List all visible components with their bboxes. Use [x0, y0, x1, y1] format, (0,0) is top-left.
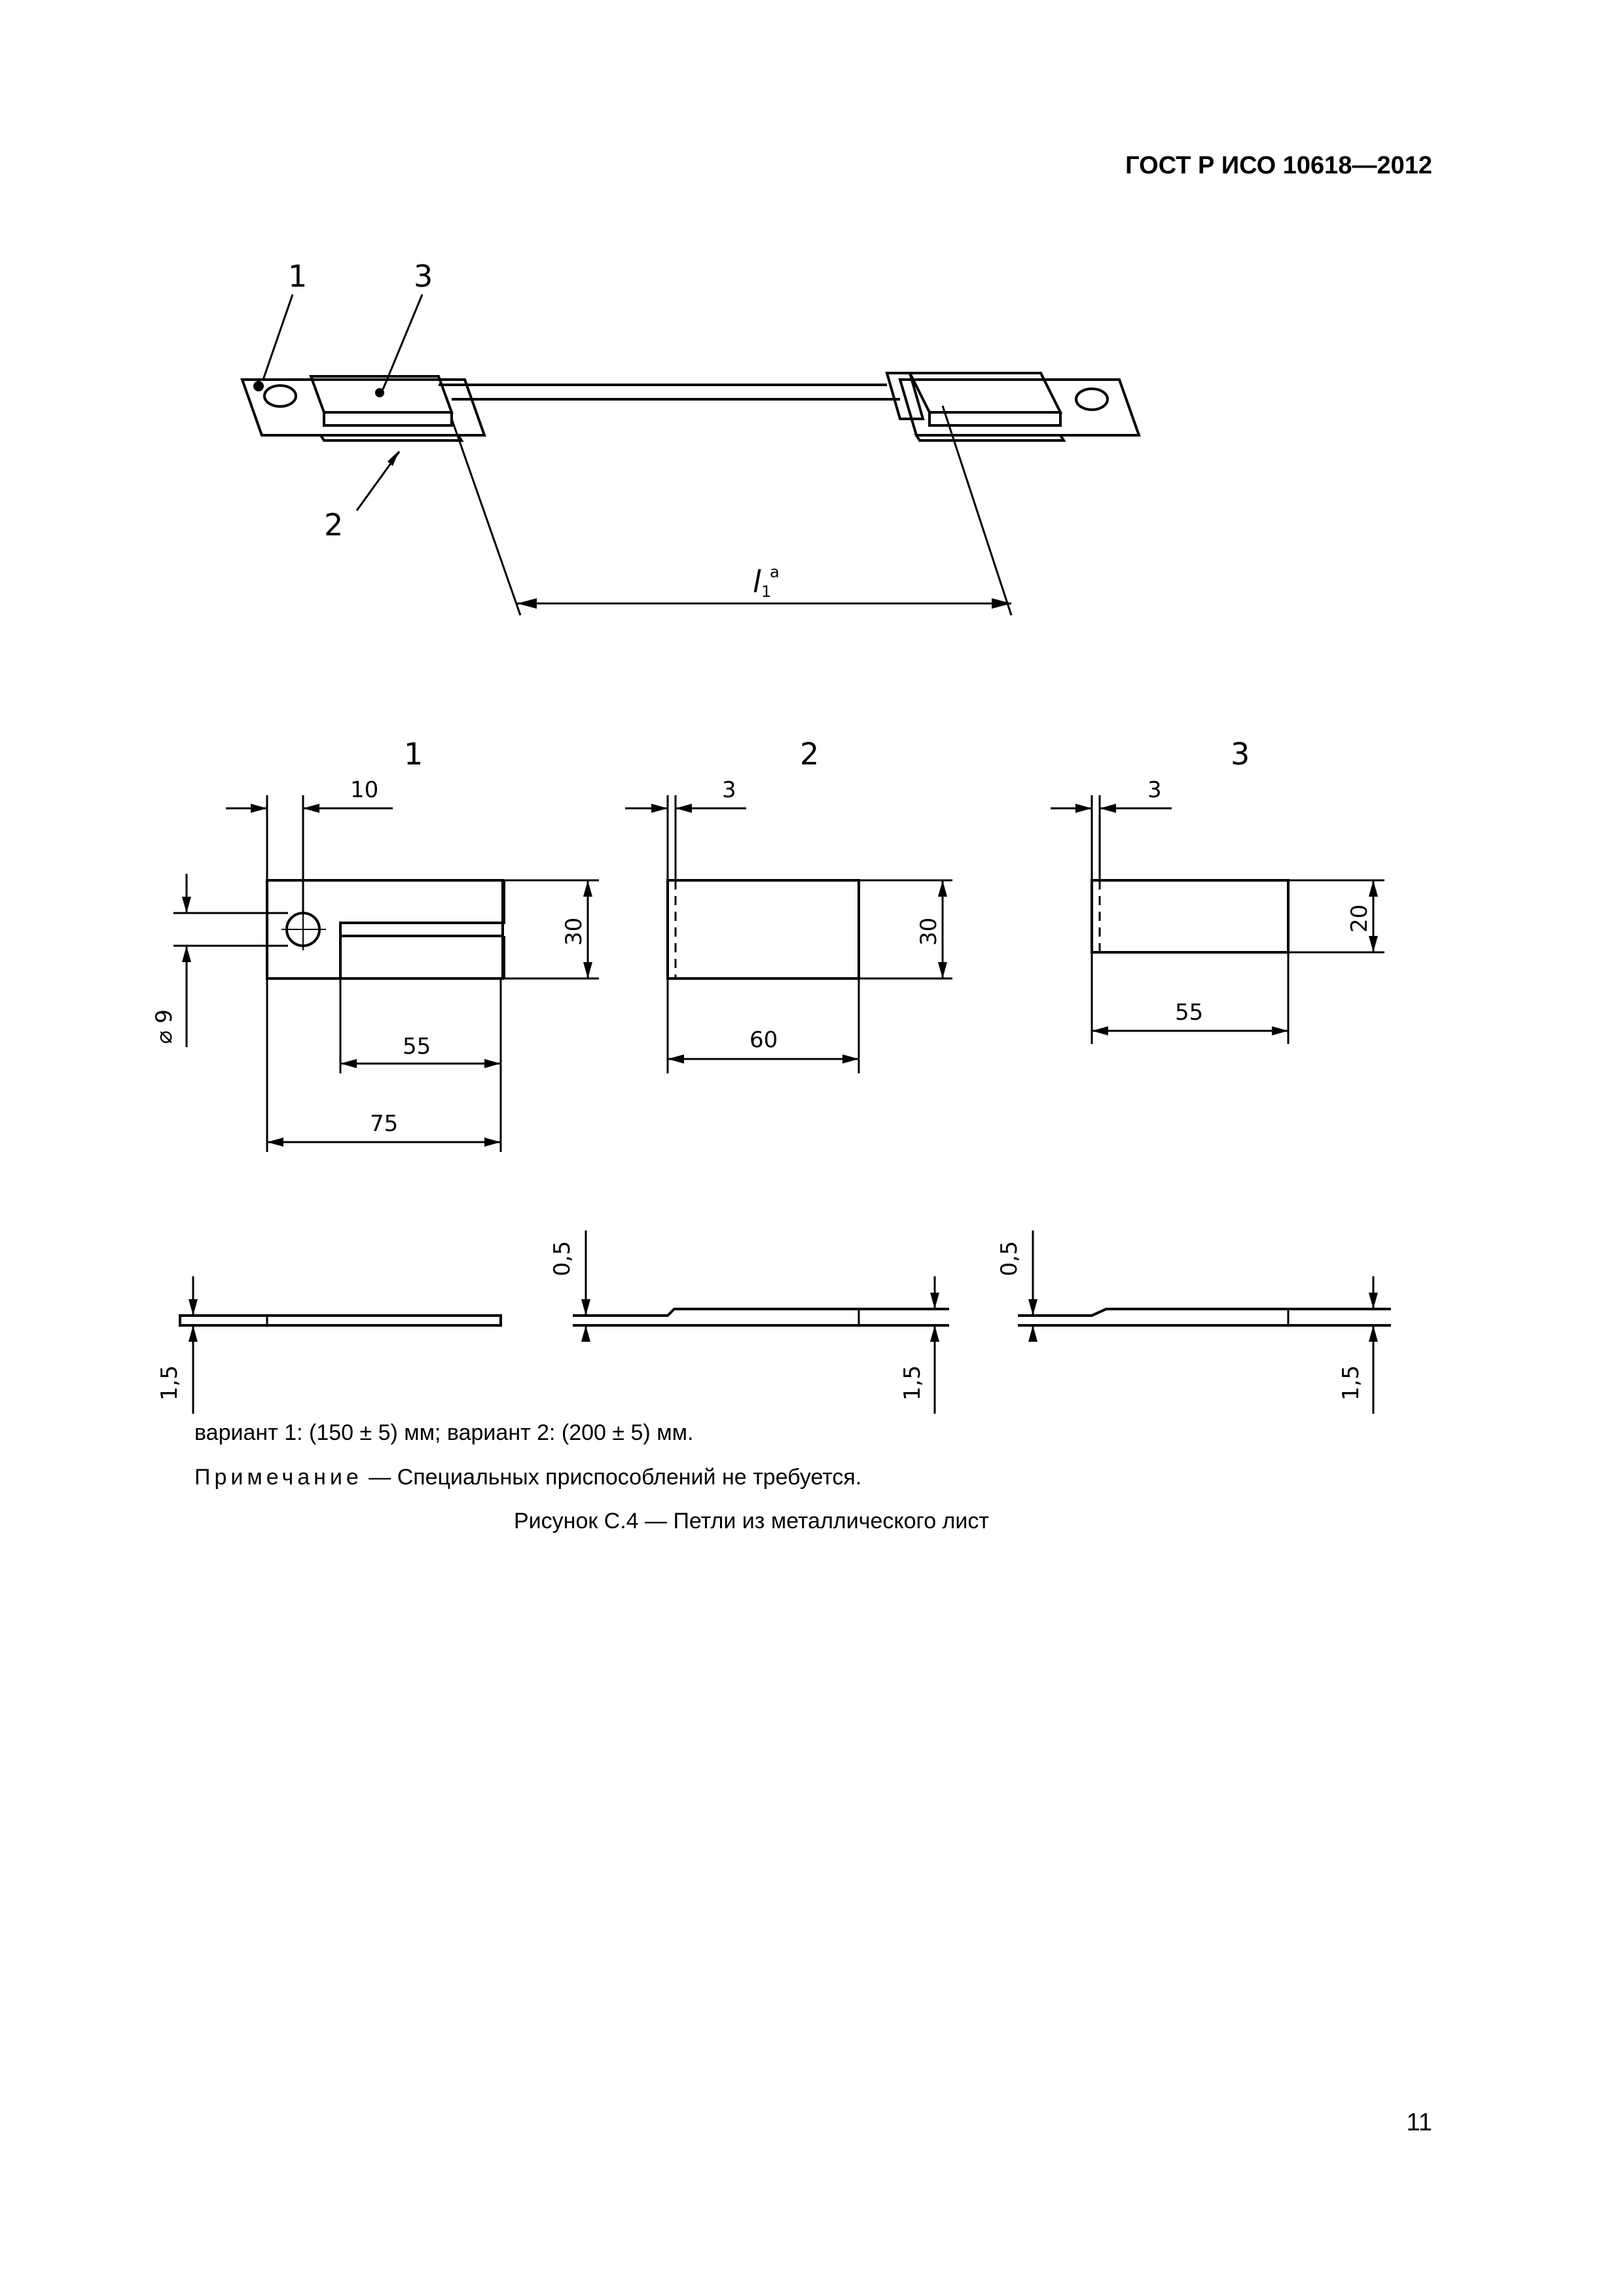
right-hole [1076, 389, 1108, 410]
part2-side [573, 1230, 949, 1414]
part3-plan [1051, 795, 1384, 1044]
figure-caption: Рисунок С.4 — Петли из металлического лист [514, 1509, 989, 1534]
part3-side [1018, 1230, 1391, 1414]
part2-plan [625, 795, 952, 1073]
dim-part3-height: 20 [1346, 904, 1373, 933]
document-header: ГОСТ Р ИСО 10618—2012 [1125, 152, 1432, 179]
dim-part3-step: 0,5 [996, 1240, 1022, 1276]
dim-part2-top: 3 [722, 777, 736, 803]
part3-title: 3 [1231, 736, 1250, 772]
assembly-view [242, 295, 1139, 615]
dim-part1-hole: ⌀ 9 [151, 1009, 177, 1044]
dim-part1-height: 30 [561, 917, 587, 946]
length-superscript: a [770, 563, 780, 581]
dim-part1-thickness: 1,5 [156, 1365, 183, 1401]
dim-part3-len: 55 [1175, 999, 1204, 1026]
dim-part3-thickness: 1,5 [1338, 1365, 1364, 1401]
dim-part3-top: 3 [1147, 777, 1162, 803]
page-number: 11 [1406, 2109, 1432, 2136]
footnote: вариант 1: (150 ± 5) мм; вариант 2: (200 ± 5) мм. [194, 1420, 694, 1445]
dim-part1-top: 10 [350, 777, 379, 803]
length-label: l [753, 564, 761, 600]
dim-part2-thickness: 1,5 [899, 1365, 926, 1401]
part2-title: 2 [800, 736, 820, 772]
dim-part2-height: 30 [916, 917, 942, 946]
assembly-label-3: 3 [414, 259, 433, 294]
dim-part2-len: 60 [749, 1027, 778, 1053]
dim-part1-total-len: 75 [370, 1111, 399, 1137]
note-text: — Специальных приспособлений не требуется. [362, 1465, 862, 1490]
assembly-label-2: 2 [324, 507, 344, 543]
part1-plan [173, 795, 599, 1152]
dim-part1-inner-len: 55 [403, 1033, 431, 1060]
note [194, 1465, 861, 1490]
length-subscript: 1 [761, 583, 772, 601]
left-hole [264, 386, 296, 406]
part1-side [180, 1276, 501, 1414]
dim-part2-step: 0,5 [549, 1240, 575, 1276]
left-plate-part2 [321, 435, 461, 440]
note-label: Примечание [194, 1465, 363, 1490]
part1-title: 1 [404, 736, 424, 772]
assembly-label-1: 1 [288, 259, 308, 294]
